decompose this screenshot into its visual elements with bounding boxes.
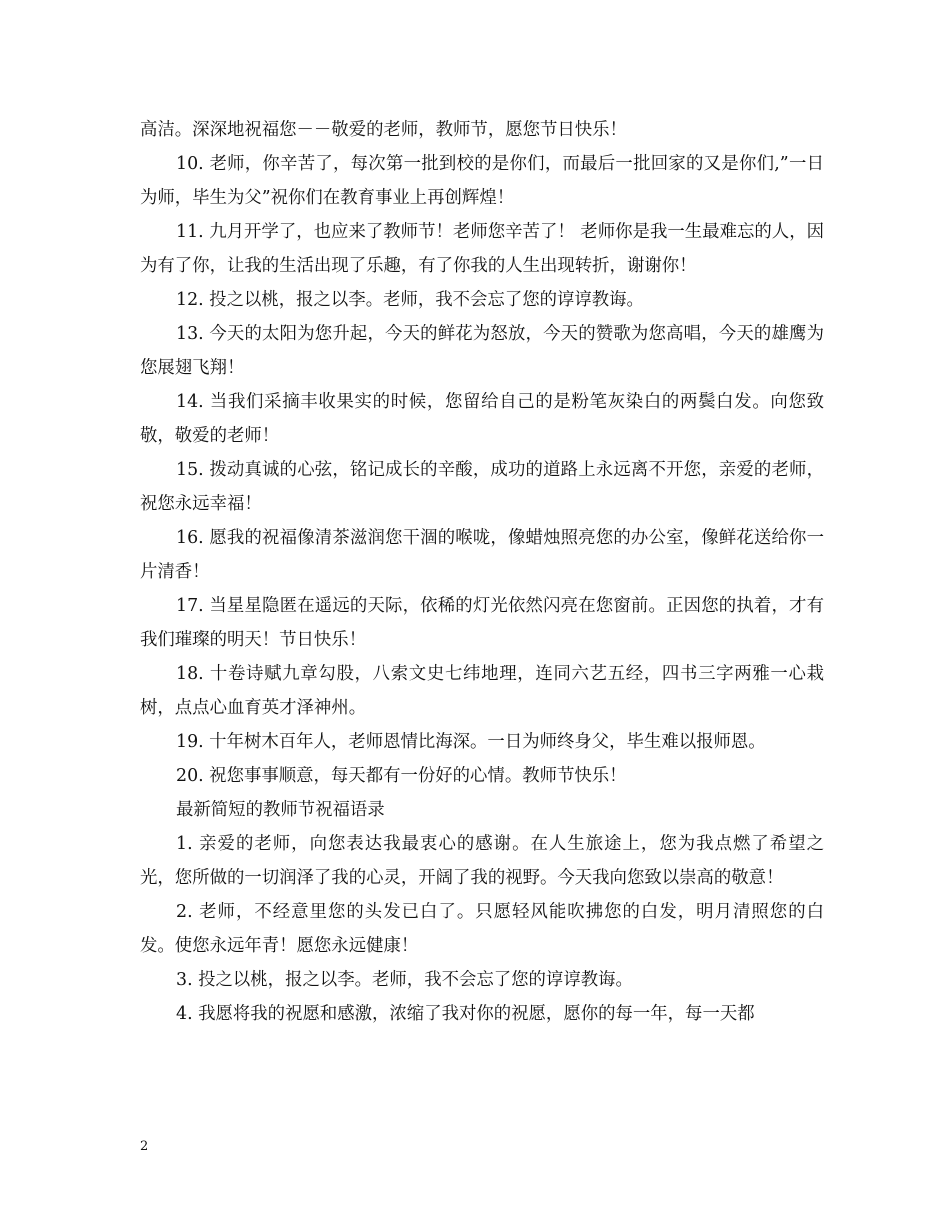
paragraph: 13. 今天的太阳为您升起，今天的鲜花为怒放，今天的赞歌为您高唱，今天的雄鹰为您展翅飞翔！	[140, 324, 824, 378]
paragraph: 2. 老师，不经意里您的头发已白了。只愿轻风能吹拂您的白发，明月清照您的白发。使您永远年青！愿您永远健康！	[140, 902, 824, 956]
paragraph: 12. 投之以桃，报之以李。老师，我不会忘了您的谆谆教诲。	[176, 290, 644, 310]
paragraph: 高洁。深深地祝福您－－敬爱的老师，教师节，愿您节日快乐！	[140, 120, 627, 140]
document-body	[140, 113, 824, 1031]
paragraph: 16. 愿我的祝福像清茶滋润您干涸的喉咙，像蜡烛照亮您的办公室，像鲜花送给你一片清香！	[140, 528, 824, 582]
paragraph: 19. 十年树木百年人，老师恩情比海深。一日为师终身父，毕生难以报师恩。	[176, 732, 766, 752]
paragraph: 14. 当我们采摘丰收果实的时候，您留给自己的是粉笔灰染白的两鬓白发。向您致敬，敬爱的老师！	[140, 392, 824, 446]
paragraph: 20. 祝您事事顺意，每天都有一份好的心情。教师节快乐！	[176, 766, 627, 786]
paragraph: 10. 老师，你辛苦了，每次第一批到校的是你们，而最后一批回家的又是你们,”一日为师，毕生为父”祝你们在教育事业上再创辉煌！	[140, 154, 824, 208]
paragraph: 11. 九月开学了，也应来了教师节！老师您辛苦了！ 老师你是我一生最难忘的人，因为有了你，让我的生活出现了乐趣，有了你我的人生出现转折，谢谢你！	[140, 222, 824, 276]
paragraph: 18. 十卷诗赋九章勾股，八索文史七纬地理，连同六艺五经，四书三字两雅一心栽树，点点心血育英才泽神州。	[140, 664, 824, 718]
paragraph: 1. 亲爱的老师，向您表达我最衷心的感谢。在人生旅途上，您为我点燃了希望之光，您所做的一切润泽了我的心灵，开阔了我的视野。今天我向您致以崇高的敬意！	[140, 834, 824, 888]
paragraph: 15. 拨动真诚的心弦，铭记成长的辛酸，成功的道路上永远离不开您，亲爱的老师，祝您永远幸福！	[140, 460, 824, 514]
section-heading: 最新简短的教师节祝福语录	[176, 800, 385, 820]
paragraph: 17. 当星星隐匿在遥远的天际，依稀的灯光依然闪亮在您窗前。正因您的执着，才有我们璀璨的明天！节日快乐！	[140, 596, 824, 650]
paragraph: 4. 我愿将我的祝愿和感激，浓缩了我对你的祝愿，愿你的每一年，每一天都	[176, 1004, 755, 1024]
page-number: 2	[140, 1139, 149, 1154]
paragraph: 3. 投之以桃，报之以李。老师，我不会忘了您的谆谆教诲。	[176, 970, 633, 990]
